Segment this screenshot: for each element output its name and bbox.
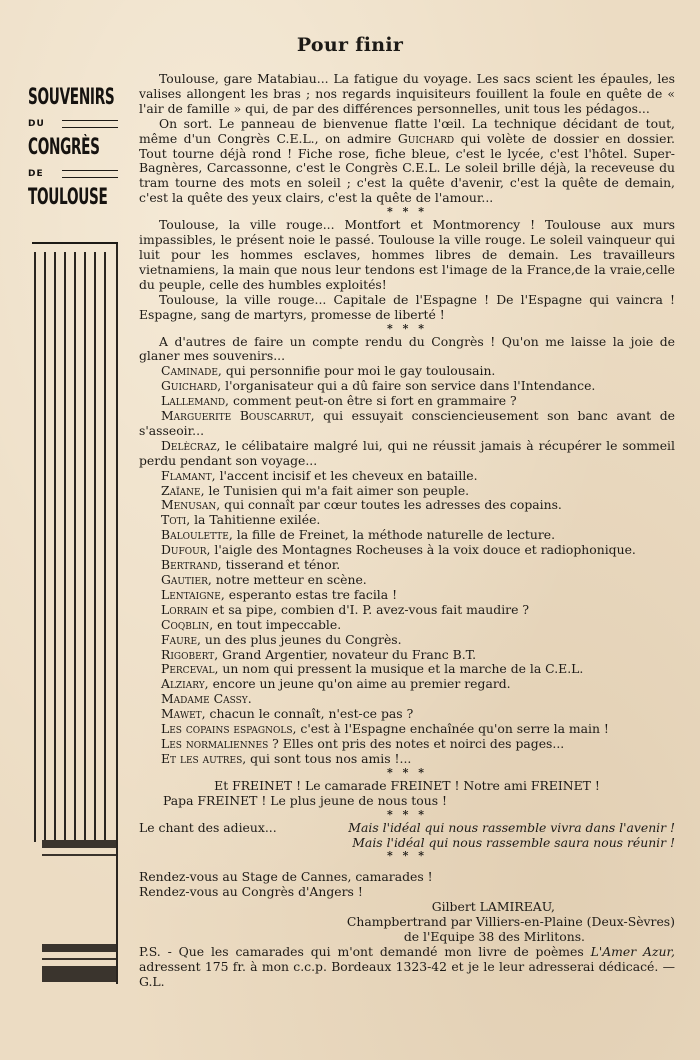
list-item <box>139 573 675 588</box>
person-name: Marguerite Bouscarrut, <box>161 408 315 424</box>
text-fragment: qui volète de dossier en dossier. Tout tourne déjà rond ! Fiche rose, fiche bleue, c'est le lycée, c'est l'hôtel. Super-Bagnères, Carcassonne, c'est le Congrès C.E.L. Le soleil brille déjà, la receveuse du tram tourne des mots en soleil ; c'est la quête d'avenir, c'est la quête de demain, c'est la quête des yeux clairs, c'est la quête de l'amour... <box>139 130 675 206</box>
person-note: notre metteur en scène. <box>215 572 367 587</box>
person-name: Coqblin, <box>161 616 214 632</box>
list-item <box>139 394 675 409</box>
person-name: Lentaigne, <box>161 586 225 602</box>
list-item <box>139 558 675 573</box>
list-item <box>139 662 675 677</box>
person-name: Caminade, <box>161 363 222 379</box>
list-item <box>139 648 675 663</box>
person-note: qui sont tous nos amis !... <box>250 750 412 766</box>
list-item <box>139 513 675 528</box>
person-name: Zaïane, <box>161 482 205 498</box>
person-name: Les normaliennes ? <box>161 735 279 751</box>
person-note: chacun le connaît, n'est-ce pas ? <box>209 706 414 722</box>
paragraph-souvenirs-intro: A d'autres de faire un compte rendu du Congrès ! Qu'on me laisse la joie de glaner mes souvenirs... <box>139 333 675 364</box>
rendezvous-angers: Rendez-vous au Congrès d'Angers ! <box>139 884 363 900</box>
person-name: Alziary, <box>161 676 209 692</box>
person-name: Lallemand, <box>161 393 229 409</box>
list-item <box>139 677 675 692</box>
person-note: encore un jeune qu'on aime au premier regard. <box>212 676 511 692</box>
person-name: Menusan, <box>161 497 221 513</box>
book-title: L'Amer Azur, <box>590 943 675 959</box>
list-item <box>139 618 675 633</box>
person-note: la fille de Freinet, la méthode naturelle de lecture. <box>236 527 556 543</box>
list-item <box>139 707 675 722</box>
stripe <box>54 252 56 842</box>
person-name: Dufour, <box>161 542 211 558</box>
person-note: qui essuyait consciencieusement son banc avant de s'asseoir... <box>139 408 675 438</box>
sidebar-bar <box>42 840 116 848</box>
person-note: un des plus jeunes du Congrès. <box>204 631 402 647</box>
list-item <box>139 543 675 558</box>
stripe <box>64 252 66 842</box>
article-body <box>139 72 675 990</box>
list-item <box>139 722 675 737</box>
stripe <box>84 252 86 842</box>
signature-address: Champbertrand par Villiers-en-Plaine (Deux-Sèvres) <box>346 914 675 930</box>
person-note: la Tahitienne exilée. <box>194 512 321 528</box>
person-note: le célibataire malgré lui, qui ne réussit jamais à récupérer le sommeil perdu pendant son voyage... <box>139 437 675 468</box>
person-note: le Tunisien qui m'a fait aimer son peuple. <box>208 482 470 498</box>
list-item <box>139 439 675 469</box>
list-item <box>139 588 675 603</box>
signature-team: de l'Equipe 38 des Mirlitons. <box>403 929 585 945</box>
sidebar-rule <box>42 958 116 960</box>
person-note: tisserand et ténor. <box>225 557 341 573</box>
stripe <box>104 252 106 842</box>
farewell-verse-2: Mais l'idéal qui nous rassemble saura nous réunir ! <box>352 834 675 850</box>
person-note: et sa pipe, combien d'I. P. avez-vous fait maudire ? <box>212 601 529 617</box>
paragraph-welcome <box>139 117 675 206</box>
farewell-label: Le chant des adieux... <box>139 819 277 835</box>
person-note: Grand Argentier, novateur du Franc B.T. <box>222 646 477 662</box>
list-item <box>139 379 675 394</box>
rendezvous-cannes: Rendez-vous au Stage de Cannes, camarades ! <box>139 869 433 885</box>
sidebar-word-congres: CONGRÈS <box>28 135 100 160</box>
person-name: Gautier, <box>161 572 212 587</box>
person-note: en tout impeccable. <box>217 616 342 632</box>
paragraph-arrival: Toulouse, gare Matabiau... La fatigue du voyage. Les sacs scient les épaules, les valises allongent les bras ; nos regards inquisiteurs fouillent la foule en quête de « l'air de famille » qui, de par des différences personnelles, unit tous les pédagos... <box>139 71 675 116</box>
stripe <box>34 252 36 842</box>
section-separator: * * * <box>387 321 427 335</box>
person-name: Bertrand, <box>161 557 222 573</box>
list-item <box>139 603 675 618</box>
freinet-line-1: Et FREINET ! Le camarade FREINET ! Notre ami FREINET ! <box>214 777 600 793</box>
person-note: esperanto estas tre facila ! <box>228 586 398 602</box>
list-item <box>139 752 675 767</box>
person-note: l'aigle des Montagnes Rocheuses à la voix douce et radiophonique. <box>214 542 636 558</box>
person-name: Delècraz, <box>161 437 221 453</box>
person-note: qui personnifie pour moi le gay toulousain. <box>225 363 496 379</box>
person-name: Toti, <box>161 512 191 528</box>
person-name: Et les autres, <box>161 750 247 766</box>
person-name: Guichard <box>397 130 455 146</box>
sidebar-word-du: DU <box>28 119 45 129</box>
person-name: Les copains espagnols, <box>161 721 297 737</box>
list-item <box>139 737 675 752</box>
stripe <box>44 252 46 842</box>
person-note: c'est à l'Espagne enchaînée qu'on serre la main ! <box>300 721 609 737</box>
list-item <box>139 409 675 439</box>
person-name: Perceval, <box>161 661 219 677</box>
section-separator: * * * <box>387 205 427 219</box>
sidebar-rule <box>62 120 118 128</box>
paragraph-espagne: Toulouse, la ville rouge... Capitale de l'Espagne ! De l'Espagne qui vaincra ! Espagne, sang de martyrs, promesse de liberté ! <box>139 291 675 322</box>
section-separator: * * * <box>387 849 427 863</box>
freinet-line-2: Papa FREINET ! Le plus jeune de nous tous ! <box>163 792 447 808</box>
person-note: un nom qui pressent la musique et la marche de la C.E.L. <box>222 661 584 677</box>
stripe <box>94 252 96 842</box>
person-note: l'accent incisif et les cheveux en bataille. <box>219 467 478 483</box>
person-name: Madame Cassy. <box>161 691 252 707</box>
list-item <box>139 692 675 707</box>
text-fragment: On sort. Le panneau de bienvenue flatte l'œil. La technique décidant de tout, même d'un Congrès C.E.L., on admire <box>139 115 675 146</box>
farewell-verse-1: Mais l'idéal qui nous rassemble vivra dans l'avenir ! <box>348 819 675 835</box>
sidebar-bar <box>42 966 116 982</box>
list-item <box>139 484 675 499</box>
sidebar-word-souvenirs: SOUVENIRS <box>28 85 115 110</box>
person-note: l'organisateur qui a dû faire son service dans l'Intendance. <box>225 378 596 394</box>
person-name: Baloulette, <box>161 527 233 543</box>
signature-name: Gilbert LAMIREAU, <box>431 899 555 915</box>
person-note: Elles ont pris des notes et noirci des pages... <box>282 735 565 751</box>
person-name: Guichard, <box>161 378 222 394</box>
text-fragment: adressent 175 fr. à mon c.c.p. Bordeaux 1323-42 et je le leur adresserai dédicacé. — G.L. <box>139 958 675 989</box>
person-name: Mawet, <box>161 706 206 722</box>
sidebar-bar <box>42 944 116 952</box>
sidebar-rule <box>62 170 118 178</box>
person-note: qui connaît par cœur toutes les adresses des copains. <box>224 497 562 513</box>
sidebar-banner <box>28 84 118 984</box>
person-note: comment peut-on être si fort en grammaire ? <box>232 393 517 409</box>
list-item <box>139 469 675 484</box>
sidebar-row-de <box>28 166 118 182</box>
postscript <box>139 945 675 990</box>
paragraph-ville-rouge: Toulouse, la ville rouge... Montfort et Montmorency ! Toulouse aux murs impassibles, le présent noie le passé. Toulouse la ville rouge. Le soleil vainqueur qui luit pour les hommes esclaves, hommes libres de demain. Les travailleurs vietnamiens, la main que nous leur tendons est l'image de la France,de la vraie,celle du peuple, celle des humbles exploités! <box>139 217 675 292</box>
farewell-lines <box>281 821 675 851</box>
list-item <box>139 364 675 379</box>
sidebar-word-toulouse: TOULOUSE <box>28 185 108 210</box>
person-name: Flamant, <box>161 467 216 483</box>
sidebar-rule <box>42 854 116 856</box>
section-separator: * * * <box>387 765 427 779</box>
stripe-edge <box>116 244 118 984</box>
person-name: Lorrain <box>161 601 209 617</box>
sidebar-row-du <box>28 116 118 132</box>
sidebar-stripes <box>32 242 118 904</box>
farewell-block <box>139 821 675 851</box>
list-item <box>139 498 675 513</box>
text-fragment: P.S. - Que les camarades qui m'ont demandé mon livre de poèmes <box>139 943 584 959</box>
souvenirs-list <box>139 364 675 766</box>
list-item <box>139 633 675 648</box>
person-name: Rigobert, <box>161 646 219 662</box>
sidebar-word-de: DE <box>28 169 44 179</box>
section-separator: * * * <box>387 807 427 821</box>
list-item <box>139 528 675 543</box>
person-name: Faure, <box>161 631 201 647</box>
page-title: Pour finir <box>296 34 404 56</box>
stripe <box>74 252 76 842</box>
